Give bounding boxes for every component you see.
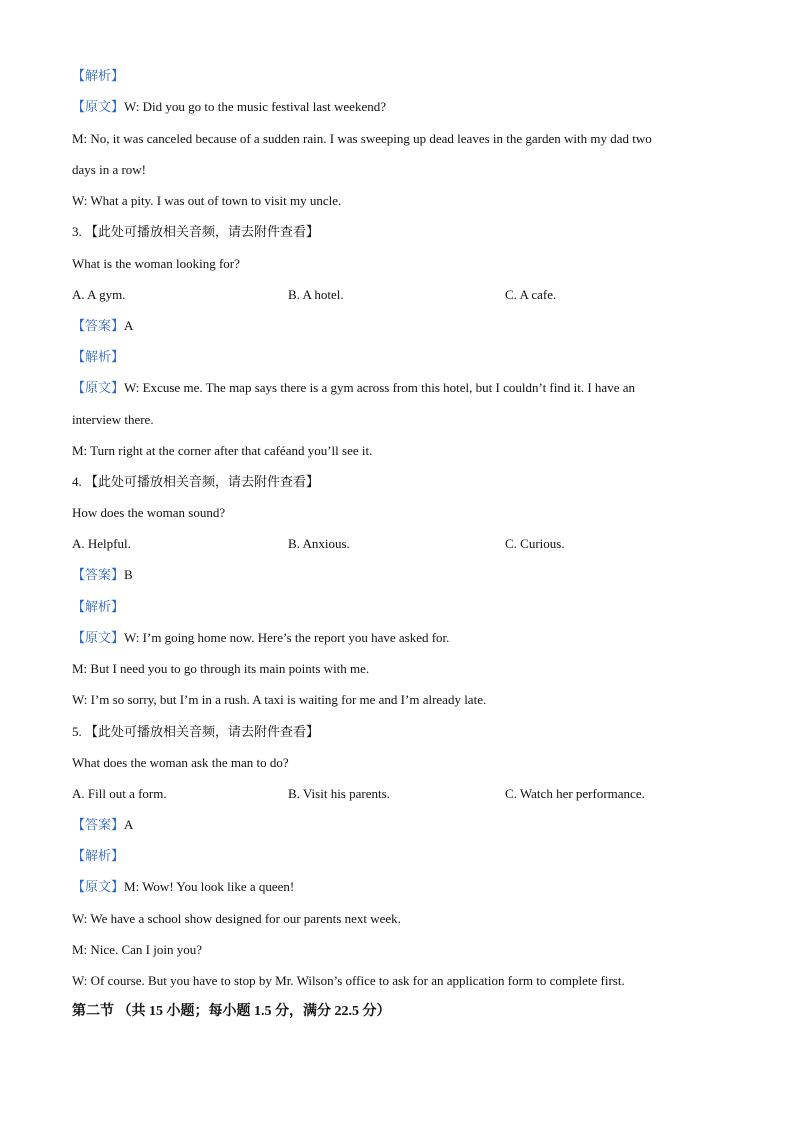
option-b: B. Visit his parents. [288,786,390,801]
transcript-line: days in a row! [72,162,147,177]
question-text-4: How does the woman sound? [72,505,226,520]
answer-label: 【答案】 [72,567,125,582]
transcript-line [72,879,294,895]
transcript-text: M: Wow! You look like a queen! [124,879,295,894]
answer-line [72,817,133,833]
question-header-4: 4. 【此处可播放相关音频，请去附件查看】 [72,474,320,489]
question-header-5: 5. 【此处可播放相关音频，请去附件查看】 [72,724,320,739]
option-a: A. Helpful. [72,536,131,551]
transcript-text: W: Excuse me. The map says there is a gym across from this hotel, but I couldn’t find it. I have an [124,380,635,395]
option-c: C. Watch her performance. [505,786,645,801]
transcript-line [72,99,386,115]
option-c: C. Curious. [505,536,565,551]
analysis-label: 【解析】 [72,68,125,83]
transcript-line: interview there. [72,412,154,427]
analysis-label: 【解析】 [72,599,125,614]
question-header-3: 3. 【此处可播放相关音频，请去附件查看】 [72,224,320,239]
transcript-line: W: What a pity. I was out of town to visit my uncle. [72,193,342,208]
option-c: C. A cafe. [505,287,557,302]
transcript-line: W: Of course. But you have to stop by Mr. Wilson’s office to ask for an application form to complete first. [72,973,625,988]
transcript-label: 【原文】 [72,380,125,395]
transcript-line: M: Nice. Can I join you? [72,942,202,957]
question-text-3: What is the woman looking for? [72,256,240,271]
option-b: B. A hotel. [288,287,344,302]
transcript-line [72,380,635,396]
answer-line [72,318,133,334]
transcript-label: 【原文】 [72,630,125,645]
section-heading: 第二节 （共 15 小题；每小题 1.5 分，满分 22.5 分） [72,1004,391,1019]
question-text-5: What does the woman ask the man to do? [72,755,289,770]
transcript-label: 【原文】 [72,879,125,894]
answer-line [72,567,133,583]
transcript-line: W: We have a school show designed for our parents next week. [72,911,401,926]
transcript-line: M: Turn right at the corner after that caféand you’ll see it. [72,443,373,458]
option-b: B. Anxious. [288,536,350,551]
answer-label: 【答案】 [72,817,125,832]
transcript-line [72,630,449,646]
transcript-text: W: Did you go to the music festival last weekend? [124,99,386,114]
answer-value: A [124,817,134,832]
transcript-line: W: I’m so sorry, but I’m in a rush. A taxi is waiting for me and I’m already late. [72,692,487,707]
answer-value: A [124,318,134,333]
transcript-label: 【原文】 [72,99,125,114]
analysis-label: 【解析】 [72,349,125,364]
transcript-text: W: I’m going home now. Here’s the report you have asked for. [124,630,450,645]
option-a: A. A gym. [72,287,126,302]
transcript-line: M: No, it was canceled because of a sudden rain. I was sweeping up dead leaves in the garden with my dad two [72,131,652,146]
answer-value: B [124,567,133,582]
transcript-line: M: But I need you to go through its main points with me. [72,661,370,676]
answer-label: 【答案】 [72,318,125,333]
option-a: A. Fill out a form. [72,786,167,801]
analysis-label: 【解析】 [72,848,125,863]
